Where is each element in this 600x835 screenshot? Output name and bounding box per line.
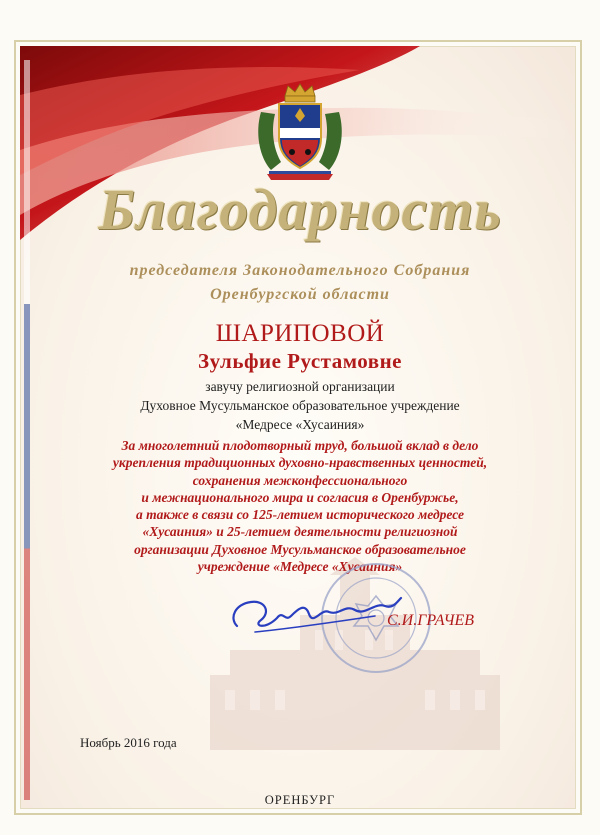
merit-line: а также в связи со 125-летием исторического медресе xyxy=(135,507,465,523)
position-line-1: завучу религиозной организации xyxy=(205,379,395,394)
flag-stripe-decoration xyxy=(24,60,30,800)
merit-line: «Хусаиния» и 25-летием деятельности религиозной xyxy=(142,524,458,540)
coat-of-arms-emblem xyxy=(255,82,345,182)
certificate-title: Благодарность xyxy=(98,177,502,242)
position-line-3: «Медресе «Хусаиния» xyxy=(235,417,365,432)
recipient-surname: ШАРИПОВОЙ xyxy=(215,320,385,347)
position-line-2: Духовное Мусульманское образовательное учреждение xyxy=(140,398,460,413)
issuer-line-2: Оренбургской области xyxy=(210,286,390,303)
merit-line: учреждение «Медресе «Хусаиния» xyxy=(197,559,403,575)
merit-line: и межнационального мира и согласия в Оренбуржье, xyxy=(141,489,459,505)
signer-name: С.И.ГРАЧЕВ xyxy=(387,612,475,629)
merit-line: организации Духовное Мусульманское образовательное xyxy=(134,541,466,557)
merit-text xyxy=(40,437,560,575)
recipient-given-names: Зульфие Рустамовне xyxy=(198,349,402,373)
issue-city: ОРЕНБУРГ xyxy=(264,793,336,807)
merit-line: сохранения межконфессионального xyxy=(192,472,408,488)
issuer-line-1: председателя Законодательного Собрания xyxy=(129,262,471,279)
handwritten-signature xyxy=(225,582,405,642)
merit-line: укрепления традиционных духовно-нравственных ценностей, xyxy=(112,455,488,471)
merit-line: За многолетний плодотворный труд, большой вклад в дело xyxy=(121,438,479,453)
issue-date: Ноябрь 2016 года xyxy=(80,735,177,750)
